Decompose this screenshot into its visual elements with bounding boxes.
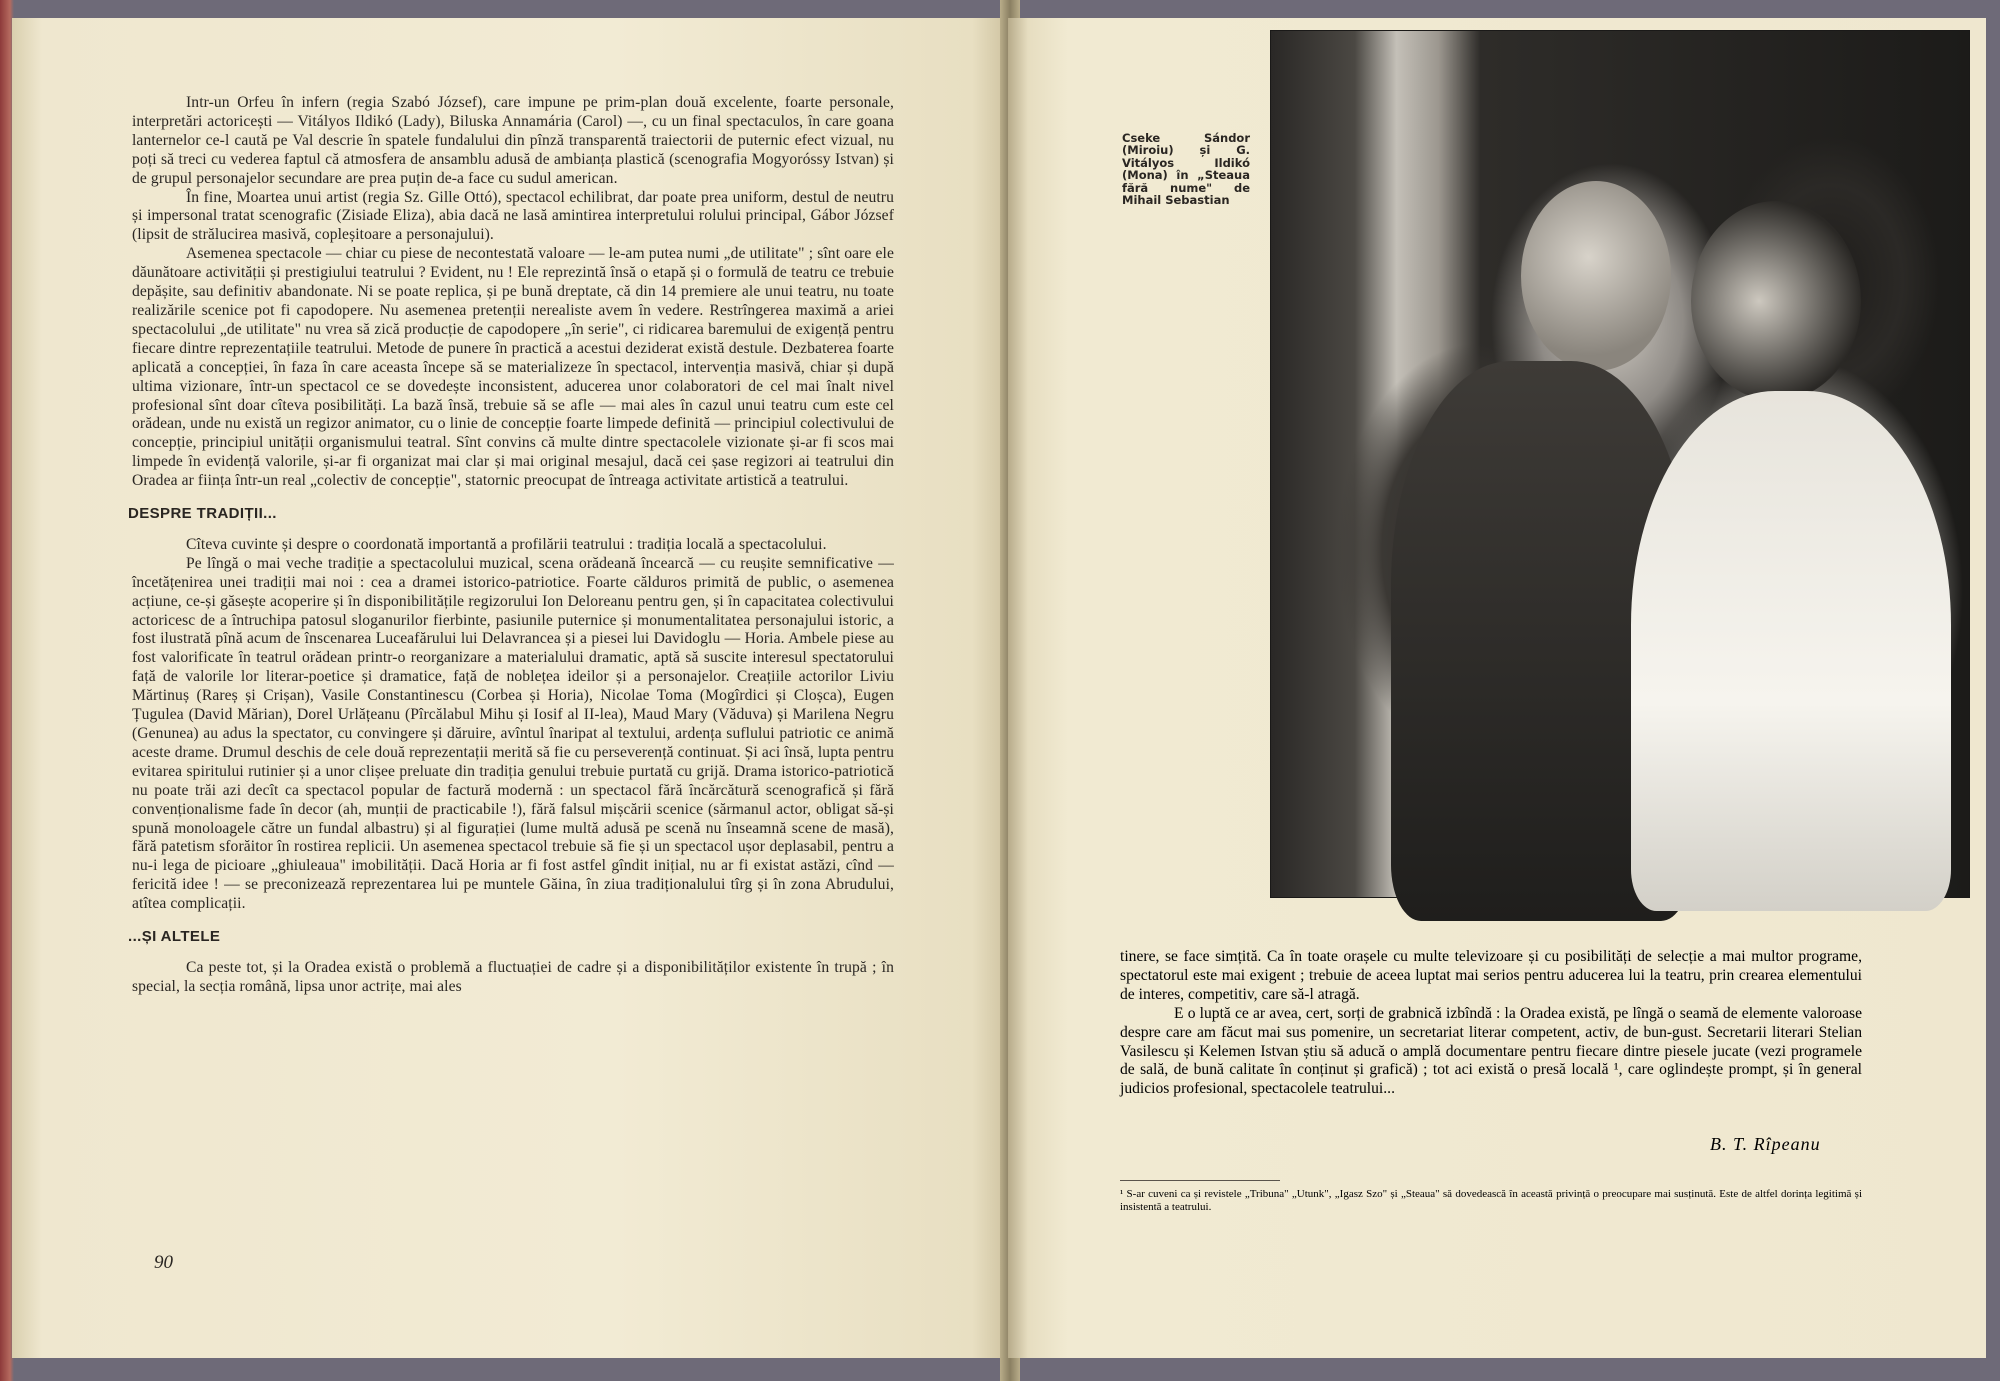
paragraph-orfeu: Intr-un Orfeu în infern (regia Szabó József), care impune pe prim-plan două excelente, foarte personale, interpretări actoricești — Vitályos Ildikó (Lady), Biluska Annamária (Carol) —, cu un final spectaculos, în care goana lanternelor ce-l caută pe Val descrie în spatele fundalului din pînză transparentă traiectorii de puternic efect vizual, nu poți să treci cu vederea faptul că atmosfera de ansamblu adusă de ambianța plastică (scenografia Mogyoróssy Istvan) și de grupul personajelor secundare are prea puțin de-a face cu sudul american. xyxy=(132,94,894,187)
author-signature: B. T. Rîpeanu xyxy=(1710,1134,1821,1154)
footnote-divider xyxy=(1120,1180,1280,1181)
paragraph-utilitate: Asemenea spectacole — chiar cu piese de necontestată valoare — le-am putea numi „de utilitate" ; sînt oare ele dăunătoare activității și prestigiului teatrului ? Evident, nu ! Ele reprezintă însă o etapă și o formulă de teatru ce trebuie depășite, sau definitiv abandonate. Ni se poate replica, și pe bună dreptate, că din 14 premiere ale unui teatru, nu toate realizările scenice pot fi capodopere. Nu asemenea pretenții nerealiste avem în vedere. Restrîngerea maximă a ariei spectacolului „de utilitate" nu vrea să zică producție de capodopere „în serie", ci ridicarea baremului de exigență pentru fiecare dintre reprezentațiile teatrului. Metode de punere în practică a acestui deziderat există destule. Dezbaterea foarte aplicată a concepției, în faza în care aceasta începe să se materializeze în spectacol, intervenția masivă, chiar și după ultima vizionare, într-un spectacol ce se dovedește inconsistent, aducerea unor colaboratori de cel mai înalt nivel profesional sînt doar cîteva posibilități. La bază însă, trebuie să se afle — mai ales în cazul unui teatru cum este cel orădean, unde nu există un regizor animator, cu o linie de concepție foarte limpede definită — principiul colectivului de concepție, principiul unității organismului teatral. Sînt convins că multe dintre spectacolele vizionate și-ar fi scos mai limpede în evidență valorile, și-ar fi organizat mai clar și mai original mesajul, dacă cei șase regizori ai teatrului din Oradea ar ființa într-un real „colectiv de concepție", statornic preocupat de întreaga activitate artistică a teatrului. xyxy=(132,245,894,490)
photo-figure-man-head xyxy=(1521,181,1671,371)
photo-figure-woman-dress xyxy=(1631,391,1951,911)
photo-caption: Cseke Sándor (Miroiu) și G. Vitályos Ildikó (Mona) în „Steaua fără nume" de Mihail Sebastian xyxy=(1122,131,1250,208)
left-text-column xyxy=(128,94,894,997)
heading-despre-traditii: DESPRE TRADIȚII... xyxy=(128,505,277,523)
photo-figure-woman-head xyxy=(1691,201,1861,401)
paragraph-traditii-drama: Pe lîngă o mai veche tradiție a spectacolului muzical, scena orădeană încearcă — cu reușite semnificative — încetățenirea unei tradiții mai noi : cea a dramei istorico-patriotice. Foarte călduros primită de public, o asemenea acțiune, ce-și găsește acoperire și în disponibilitățile regizorului Ion Deloreanu pentru gen, și în capacitatea colectivului actoricesc de a întruchipa patosul sloganurilor fierbinte, pasiunile puternice și monumentalitatea personajului istoric, a fost ilustrată pînă acum de înscenarea Luceafărului lui Delavrancea și a piesei lui Davidoglu — Horia. Ambele piese au fost valorificate în teatrul orădean printr-o reorganizare a materialului dramatic, aptă să suscite interesul spectatorului față de valorile lor literar-poetice și dramatice, față de noblețea ideilor și a personajelor. Creațiile actorilor Liviu Mărtinuș (Rareș și Crișan), Vasile Constantinescu (Corbea și Horia), Nicolae Toma (Mogîrdici și Cloșca), Eugen Țugulea (David Mărian), Dorel Urlățeanu (Pîrcălabul Mihu și Iosif al II-lea), Maud Mary (Văduva) și Marilena Negru (Genunea) au adus la spectator, cu convingere și dăruire, avîntul înaripat al textului, ardența suflului patriotic ce animă aceste drame. Drumul deschis de cele două reprezentații merită să fie cu perseverență continuat. Și aci însă, lupta pentru evitarea spiritului rutinier și a unor clișee preluate din tradiția genului trebuie purtată cu grijă. Drama istorico-patriotică nu poate trăi azi decît ca spectacol popular de factură modernă : un spectacol fără încărcătură scenografică și fără convenționalisme fade în decor (ah, munții de practicabile !), fără falsul mișcării scenice (sărmanul actor, obligat să-și spună monoloagele către un fundal albastru) și al figurației (lume multă adusă pe scenă nu înseamnă scene de masă), fără patetism sforăitor în rostirea replicii. Un asemenea spectacol trebuie să fie și un spectacol ușor deplasabil, pentru a nu-i lega de picioare „ghiuleaua" imobilității. Dacă Horia ar fi fost astfel gîndit inițial, nu ar fi existat astăzi, cînd — fericită idee ! — se preconizează reprezentarea lui pe muntele Găina, în ziua tradiționalului tîrg și în zona Abrudului, atîtea complicații. xyxy=(132,554,894,913)
heading-si-altele: ...ȘI ALTELE xyxy=(128,928,221,946)
paragraph-moartea: În fine, Moartea unui artist (regia Sz. Gille Ottó), spectacol echilibrat, dar poate prea uniform, destul de neutru și impersonal tratat scenografic (Zisiade Eliza), abia dacă ne lasă amintirea interpretului rolului principal, Gábor József (lipsit de strălucirea masivă, copleșitoare a personajului). xyxy=(132,188,894,244)
kiss-photo-icon xyxy=(1270,30,1970,898)
paragraph-final: E o luptă ce ar avea, cert, sorți de grabnică izbîndă : la Oradea există, pe lîngă o seamă de elemente valoroase despre care am făcut mai sus pomenire, un secretariat literar competent, activ, de bun-gust. Secretarii literari Stelian Vasilescu și Kelemen Istvan știu să aducă o amplă documentare pentru fiecare dintre piesele jucate (vezi programele de sală, de bună calitate în conținut și grafică) ; tot aci există o presă locală ¹, care oglindește prompt, și în general judicios profesional, spectacolele teatrului... xyxy=(1120,1004,1862,1098)
paragraph-continued: tinere, se face simțită. Ca în toate orașele cu multe televizoare și cu posibilități de selecție a mai multor programe, spectatorul este mai exigent ; trebuie de aceea luptat mai serios pentru aducerea lui la teatru, prin crearea elementului de interes, competitiv, care să-l atragă. xyxy=(1120,948,1862,1003)
page-number: 90 xyxy=(154,1252,173,1273)
paragraph-traditii-intro: Cîteva cuvinte și despre o coordonată importantă a profilării teatrului : tradiția locală a spectacolului. xyxy=(186,535,827,553)
paragraph-altele: Ca peste tot, și la Oradea există o problemă a fluctuației de cadre și a disponibilităților existente în trupă ; în special, la secția română, lipsa unor actrițe, mai ales xyxy=(132,958,894,995)
left-page xyxy=(12,18,1012,1358)
right-text-column xyxy=(1120,948,1862,1099)
footnote: ¹ S-ar cuveni ca și revistele „Tribuna" „Utunk", „Igasz Szo" și „Steaua" să dovedească în această privință o preocupare mai susținută. Este de altfel dorința legitimă și insistentă a teatrului. xyxy=(1120,1188,1862,1213)
